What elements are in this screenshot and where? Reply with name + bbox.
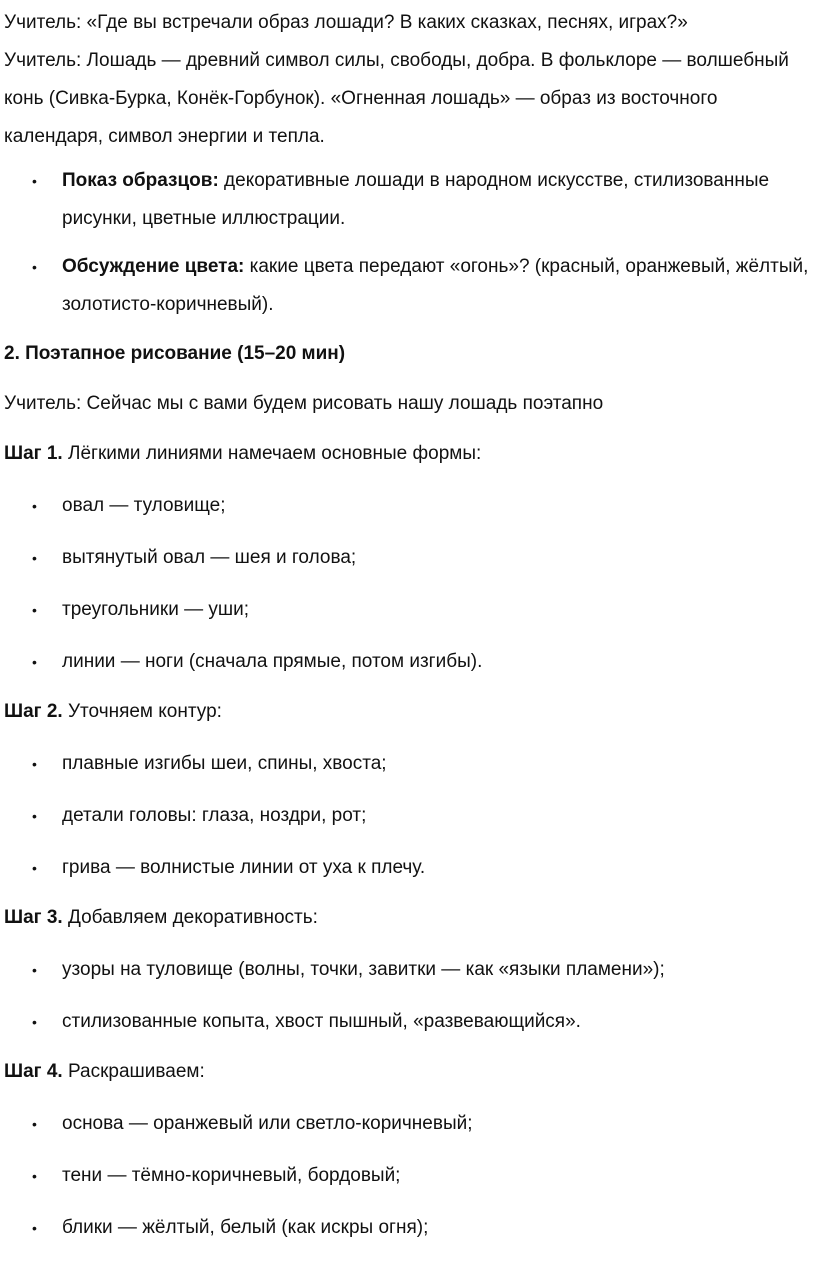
step-text: Добавляем декоративность: [62,907,318,928]
bullet-icon: • [32,1116,37,1132]
step-2-list [4,744,812,888]
list-item-text: плавные изгибы шеи, спины, хвоста; [62,753,387,774]
bullet-icon: • [32,808,37,824]
list-item [4,1208,812,1248]
list-item-text: линии — ноги (сначала прямые, потом изгибы). [62,651,483,672]
bullet-label: Показ образцов: [62,170,219,191]
list-item [4,642,812,682]
bullet-icon: • [32,173,37,189]
intro-question: Учитель: «Где вы встречали образ лошади? В каких сказках, песнях, играх?» [4,12,688,33]
list-item-text: грива — волнистые линии от уха к плечу. [62,857,426,878]
list-item-text: блики — жёлтый, белый (как искры огня); [62,1217,429,1238]
bullet-icon: • [32,602,37,618]
step-label: Шаг 4. [4,1061,63,1082]
list-item [4,848,812,888]
step-heading [4,434,812,474]
intro [4,0,812,156]
section-title: 2. Поэтапное рисование (15–20 мин) [4,343,346,364]
step-heading [4,1052,812,1092]
step-label: Шаг 3. [4,907,63,928]
teacher-line: Учитель: Сейчас мы с вами будем рисовать нашу лошадь поэтапно [4,393,604,414]
intro-explanation: Учитель: Лошадь — древний символ силы, свободы, добра. В фольклоре — волшебный конь (Сивка-Бурка, Конёк-Горбунок). «Огненная лошадь» — образ из восточного календаря, символ энергии и тепла. [4,50,789,147]
list-item-text: овал — туловище; [62,495,226,516]
list-item-text: основа — оранжевый или светло-коричневый; [62,1113,473,1134]
bullet-icon: • [32,756,37,772]
step-text: Раскрашиваем: [62,1061,205,1082]
list-item [4,1156,812,1196]
bullet-icon: • [32,550,37,566]
bullet-icon: • [32,498,37,514]
list-item-text: узоры на туловище (волны, точки, завитки — как «языки пламени»); [62,959,665,980]
list-item [4,486,812,526]
bullet-icon: • [32,1014,37,1030]
list-item-text: вытянутый овал — шея и голова; [62,547,357,568]
step-heading [4,898,812,938]
step-text: Уточняем контур: [62,701,222,722]
list-item [4,744,812,784]
list-item [4,248,812,324]
list-item-text: стилизованные копыта, хвост пышный, «развевающийся». [62,1011,581,1032]
list-item [4,590,812,630]
bullet-label: Обсуждение цвета: [62,256,245,277]
bullet-text: декоративные лошади в народном искусстве, стилизованные рисунки, цветные иллюстрации. [62,170,770,229]
step-label: Шаг 1. [4,443,63,464]
step-1-list [4,486,812,682]
list-item [4,1104,812,1144]
bullet-icon: • [32,259,37,275]
list-item-text: треугольники — уши; [62,599,249,620]
bullet-icon: • [32,860,37,876]
list-item [4,796,812,836]
list-item [4,1002,812,1042]
step-3-list [4,950,812,1042]
step-heading [4,692,812,732]
list-item-text: тени — тёмно-коричневый, бордовый; [62,1165,401,1186]
list-item [4,950,812,990]
bullet-text: какие цвета передают «огонь»? (красный, оранжевый, жёлтый, золотисто-коричневый). [62,256,809,315]
step-text: Лёгкими линиями намечаем основные формы: [62,443,482,464]
list-item-text: детали головы: глаза, ноздри, рот; [62,805,367,826]
bullet-icon: • [32,1168,37,1184]
bullet-icon: • [32,962,37,978]
step-label: Шаг 2. [4,701,63,722]
demo-bullets [4,162,812,324]
list-item [4,162,812,238]
bullet-icon: • [32,1220,37,1236]
bullet-icon: • [32,654,37,670]
list-item [4,538,812,578]
step-4-list [4,1104,812,1248]
